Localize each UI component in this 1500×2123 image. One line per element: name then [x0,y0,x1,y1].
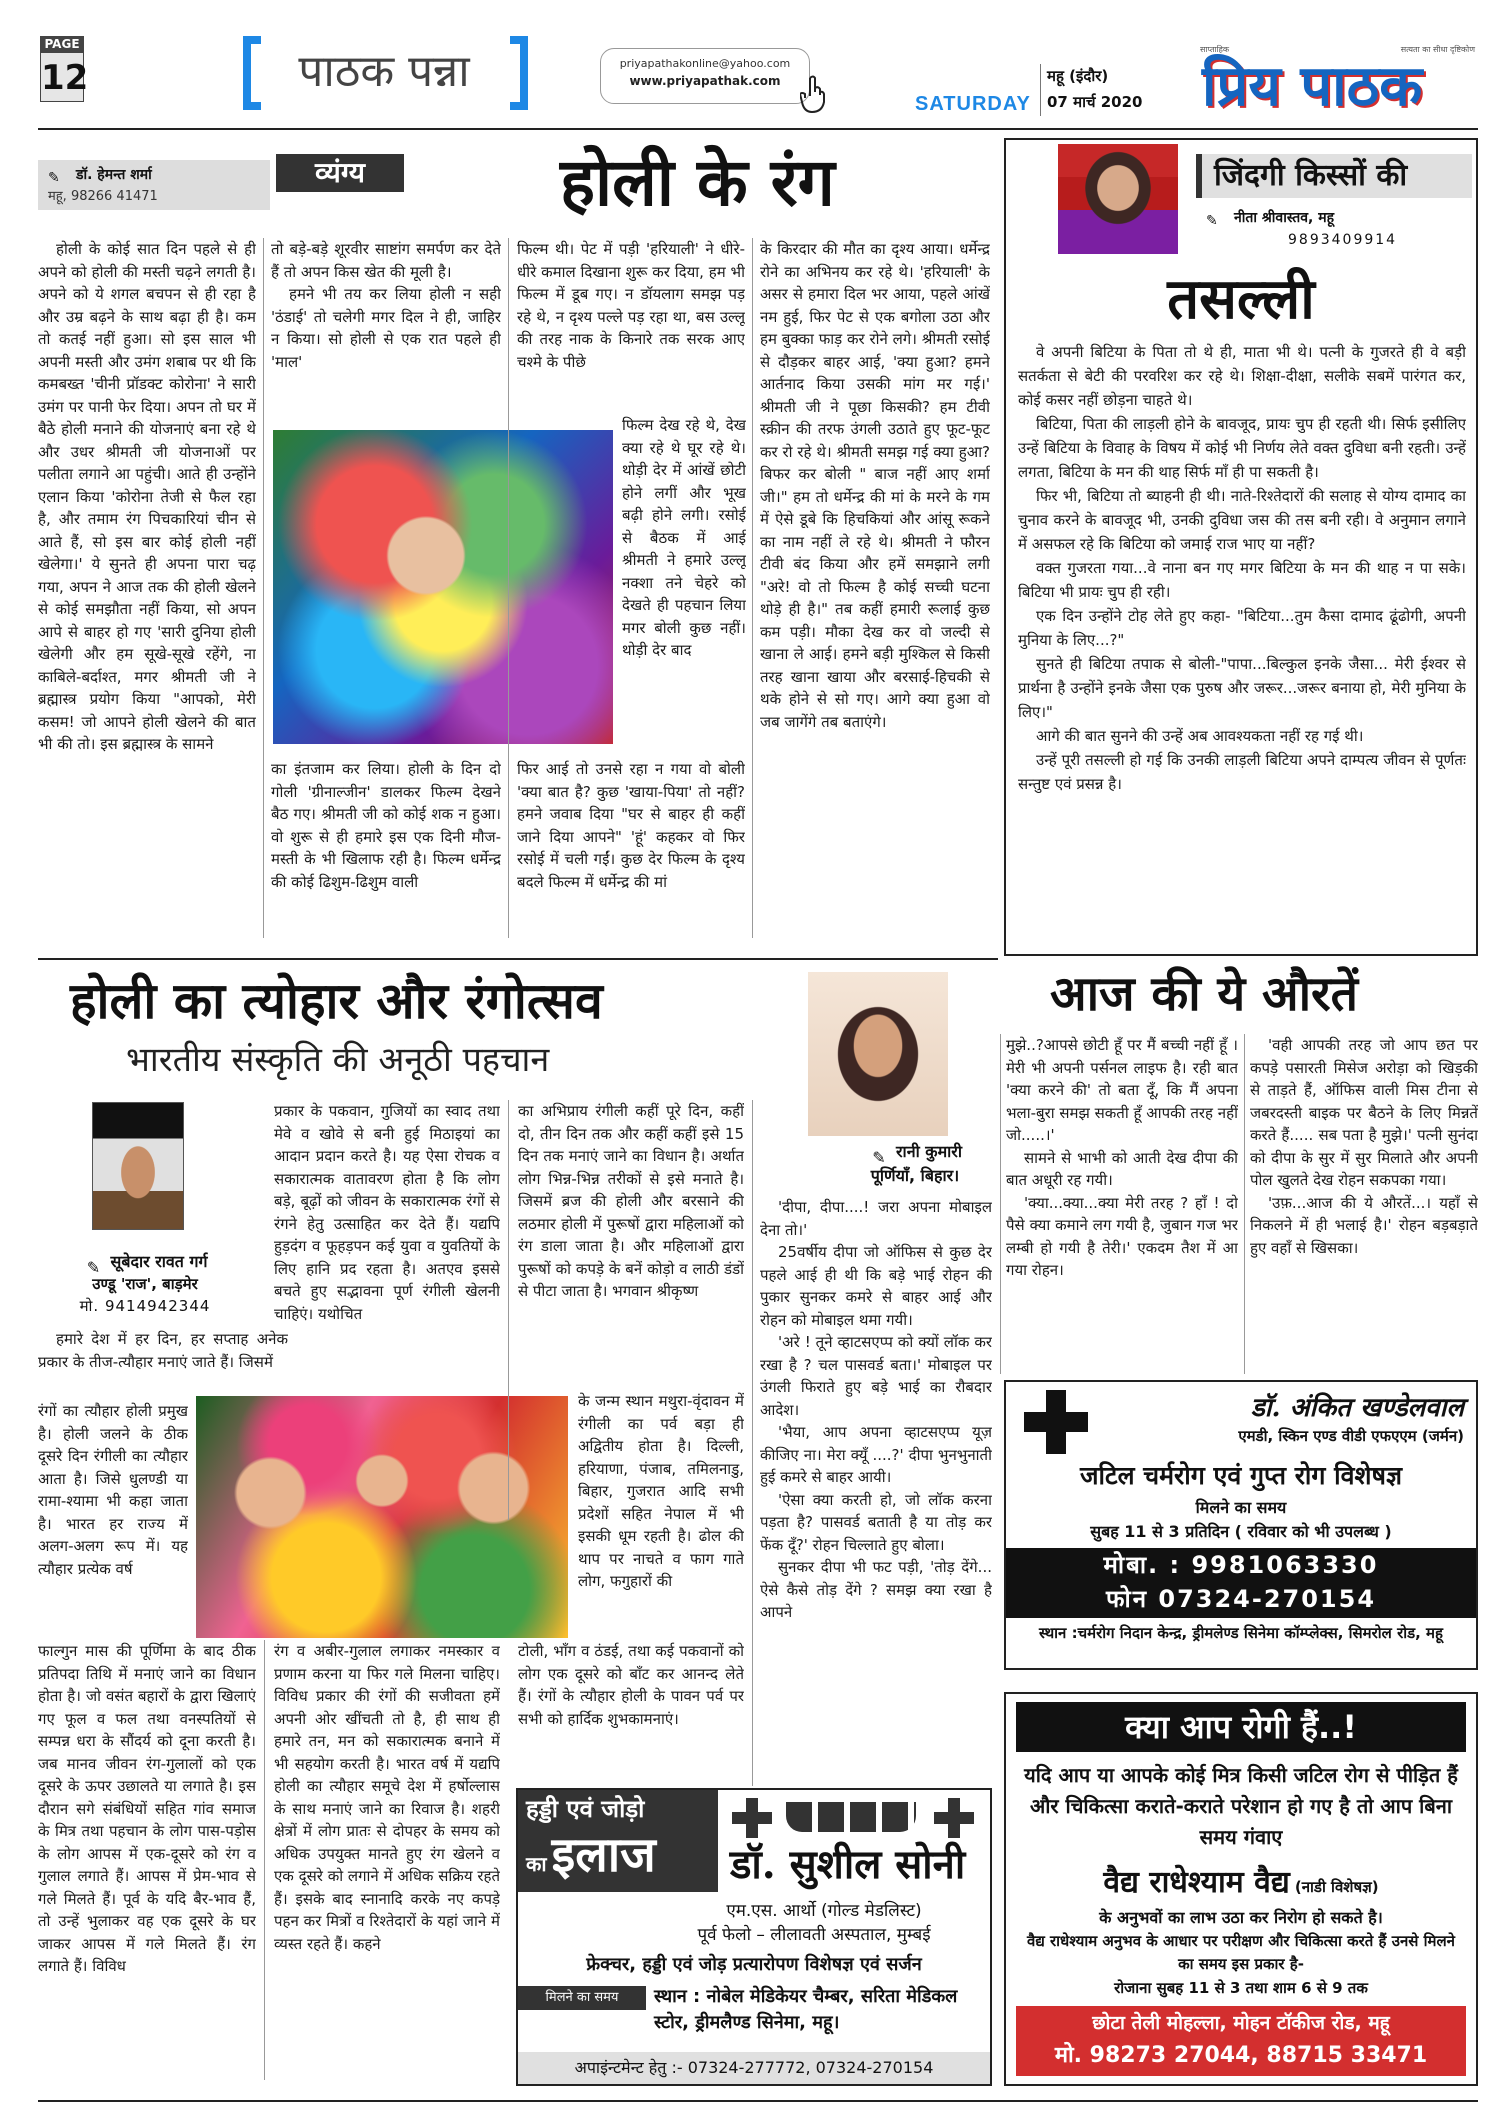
col-divider [1000,1034,1001,1374]
author-phone: मो. 9414942344 [79,1297,211,1315]
headline: होली का त्योहार और रंगोत्सव [70,971,603,1030]
paragraph: बिटिया, पिता की लाड़ली होने के बावजूद, प्रायः चुप ही रहती थी। सिर्फ इसीलिए उन्हें बिटिया के विवाह के विषय में कोई भी निर्णय लेते वक्त दुविधा बनी रहती। उन्हें लगता, बिटिया के मन की थाह सिर्फ माँ ही पा सकती है। [1018,415,1466,481]
paper-logo [1200,36,1475,124]
section-rule [38,958,998,960]
article3-col3b [578,1390,744,1636]
vaidya-ad [1004,1692,1478,2086]
dermatology-ad [1004,1380,1478,1670]
headline: आज की ये औरतें [1050,966,1359,1022]
body-text: मुझे..?आपसे छोटी हूँ पर मैं बच्ची नहीं हूँ । मेरी भी अपनी पर्सनल लाइफ है। रही बात 'क्या करने की' तो बता दूँ, कि मैं अपना भला-बुरा समझ सकती हूँ आपकी तरह नहीं जो.....।' [1006,1036,1238,1144]
byline-box [38,160,270,210]
timing: सुबह 11 से 3 प्रतिदिन ( रविवार को भी उपलब्ध ) [1090,1522,1392,1541]
bracket-right-icon [510,36,528,110]
body-text: 'भैया, आप अपना व्हाटसएप्प यूज़ कीजिए ना। मेरा क्यूँ ....?' दीपा भुनभुनाती हुई कमरे से बाहर आयी। [760,1423,992,1486]
medical-cross-icon [930,1798,980,1838]
column-title-bar [1196,154,1472,198]
body-text: टोली, भाँग व ठंडई, तथा कई पकवानों को लोग एक दूसरे को बाँट कर आनन्द लेते हैं। रंगों के त्यौहार होली के पावन पर्व पर सभी को हार्दिक शुभकामनाएं। [518,1642,744,1728]
article1-col2a [271,238,501,414]
doctor-degree: एमडी, स्किन एण्ड वीडी एफएएम (जर्मन) [1238,1427,1464,1445]
body-text: फिल्म देख रहे थे, देख क्या रहे थे घूर रहे थे। थोड़ी देर में आंखें छोटी होने लगीं और भूख बढ़ी होने लगी। रसोई से बैठक में आई श्रीमती ने हमारे उल्लू नक्शा तने चेहरे को देखते ही पहचान लिया मगर बोली कुछ नहीं। थोड़ी देर बाद [622,416,746,659]
column-title: जिंदगी किस्सों की [1214,158,1408,193]
website[interactable]: www.priyapathak.com [629,74,781,88]
story-box [1004,138,1478,956]
body-text: रंगों का त्यौहार होली प्रमुख है। होली जलने के ठीक दूसरे दिन रंगीली का त्यौहार आता है। जिसे धुलण्डी या रामा-श्यामा भी कहा जाता है। भारत हर राज्य में अलग-अलग रूप में। यह त्यौहार प्रत्येक वर्ष [38,1402,188,1578]
author-block [40,1250,250,1316]
ad-timing: रोजाना सुबह 11 से 3 तथा शाम 6 से 9 तक [1114,1979,1368,1997]
vaidya-name: वैद्य राधेश्याम वैद्य [1103,1865,1290,1900]
genre-tag: व्यंग्य [276,154,404,192]
paragraph: आगे की बात सुनने की उन्हें अब आवश्यकता नहीं रह गई थी। [1036,727,1364,745]
paper-name: प्रिय पाठक [1202,53,1423,119]
body-text: 25वर्षीय दीपा जो ऑफिस से कुछ देर पहले आई ही थी कि बड़े भाई रोहन की पुकार सुनकर कमरे से बाहर आई और रोहन को मोबाइल थमा गयी। [760,1243,992,1329]
col-divider [263,238,264,938]
ad-benefit: के अनुभवों का लाभ उठा कर निरोग हो सकते है। [1099,1908,1383,1927]
article1-col1 [38,238,256,938]
paragraph: उन्हें पूरी तसल्ली हो गई कि उनकी लाड़ली बिटिया अपने दाम्पत्य जीवन से पूर्णतः सन्तुष्ट एवं प्रसन्न है। [1018,751,1466,793]
body-text: 'वही आपकी तरह जो आप छत पर कपड़े पसारती मिसेज अरोड़ा को खिड़की से ताड़ते हैं, ऑफिस वाली मिस टीना से जबरदस्ती बाइक पर बैठने के लिए मिन्नतें करते हैं..... सब पता है मुझे।' पत्नी सुनंदा को दीपा के सुर में सुर मिलाते और अपनी पोल खुलते देख रोहन सकपका गया। [1250,1036,1478,1189]
ad-title-top: हड्डी एवं जोड़ो [526,1795,645,1823]
article3-col2a [274,1100,500,1390]
paragraph: फिर भी, बिटिया तो ब्याहनी ही थी। नाते-रिश्तेदारों की सलाह से योग्य दामाद का चुनाव करने के बावजूद भी, उनकी दुविधा जस की तस बनी रही। वे अनुमान लगाने में असफल रहे कि बिटिया को जमाई राज भाए या नहीं? [1018,487,1466,553]
article1-col3b [622,414,746,758]
clinic-address: स्थान :चर्मरोग निदान केन्द्र, ड्रीमलेण्ड सिनेमा कॉम्प्लेक्स, सिमरोल रोड, महू [1039,1624,1443,1642]
story-body [1018,340,1466,950]
paper-tag-left: साप्ताहिक [1200,45,1230,54]
body-text: 'उफ़...आज की ये औरतें...। यहाँ से निकलने में ही भलाई है।' रोहन बड़बड़ाते हुए वहाँ से खिसका। [1250,1193,1478,1257]
article1-col3c [517,758,745,938]
phone-number[interactable]: फोन 07324-270154 [1105,1585,1377,1613]
col-divider [1244,1034,1245,1374]
masthead-divider [1040,64,1041,116]
article3-col1b [38,1400,188,1636]
contact-band [1016,2006,1466,2076]
ad-title-main: इलाज [551,1827,656,1883]
paragraph: एक दिन उन्होंने टोह लेते हुए कहा- "बिटिया...तुम कैसा दामाद ढूंढोगी, अपनी मुनिया के लिए...?" [1018,607,1466,649]
paper-tag-right: सत्यता का सीधा दृष्टिकोण [1400,45,1475,54]
col-divider [508,238,509,938]
page-label: PAGE [40,36,84,52]
mobile-number[interactable]: मोबा. : 9981063330 [1103,1551,1379,1579]
author-place: उण्डू 'राज', बाड़मेर [92,1275,198,1293]
body-text: 'क्या...क्या...क्या मेरी तरह ? हाँ ! दो पैसे क्या कमाने लग गयी है, जुबान गज भर लम्बी हो गयी है तेरी।' एकदम तैश में आ गया रोहन। [1006,1193,1238,1279]
body-text: फाल्गुन मास की पूर्णिमा के बाद ठीक प्रतिपदा तिथि में मनाएं जाने का विधान होता है। जो वसंत बहारों के द्वारा खिलाएं गए फूल व फल तथा वनस्पतियों से सम्पन्न धरा के सौंदर्य को दूना करती है। जब मानव जीवन रंग-गुलालों को एक दूसरे के ऊपर उछालते या लगाते है। इस दौरान सगे संबंधियों सहित गांव समाज के मित्र तथा पहचान के लोग पास-पड़ोस के लोग आपस में एक-दूसरे को रंग व गुलाल लगाते हैं। आपस में प्रेम-भाव से गले मिलते हैं। पूर्व के यदि बैर-भाव हैं, तो उन्हें भुलाकर वह एक दूसरे के घर जाकर आपस में गले मिलते हैं। रंग लगाते हैं। विविध [38,1642,256,1975]
body-text: के जन्म स्थान मथुरा-वृंदावन में रंगीली का पर्व बड़ा ही अद्वितीय होता है। दिल्ली, हरियाणा, पंजाब, तमिलनाडु, बिहार, गुजरात आदि सभी प्रदेशों सहित नेपाल में भी इसकी धूम रहती है। ढोल की थाप पर नाचते व फाग गाते लोग, फगुहारों की [578,1392,744,1590]
section-title: पाठक पन्ना [298,46,470,97]
orthopedic-ad [516,1788,992,2086]
author-name: सूबेदार रावत गर्ग [110,1252,208,1271]
body-text: तो बड़े-बड़े शूरवीर साष्टांग समर्पण कर देते हैं तो अपन किस खेत की मूली है। [271,240,501,281]
timing-label: मिलने का समय [518,1986,646,2010]
body-text: के किरदार की मौत का दृश्य आया। धर्मेन्द्र रोने का अभिनय कर रहे थे। 'हरियाली' के असर से हमारा दिल भर आया, पहले आंखें नम हुई, फिर पेट से एक बगोला उठा और हम बुक्का फाड़ कर रोने लगे। श्रीमती रसोई से दौड़कर बाहर आई, 'क्या हुआ? हमने आर्तनाद किया उसकी मांग मर गई।' श्रीमती जी ने पूछा किसकी? हम टीवी स्क्रीन की तरफ उंगली उठाते हुए फूट-फूट कर रो रहे थे। श्रीमती समझ गई क्या हुआ? बिफर कर बोली " बाज नहीं आए शर्मा जी।" हम तो धर्मेन्द्र की मां के मरने के गम में ऐसे डूबे कि हिचकियां और आंसू रूकने का नाम नहीं ले रहे थे। श्रीमती ने फौरन टीवी बंद किया और हमें समझाने लगी "अरे! वो तो फिल्म है कोई सच्ची घटना थोड़े ही है।" तब कहीं हमारी रूलाई कुछ कम पड़ी। मौका देख कर वो जल्दी से खाना ले आई। हमने बड़ी मुश्किल से किसी तरह खाना खाया और बरसाई-हिचकी से थके होने से सो गए। आगे क्या हुआ वो जब जागेंगे तब बताएंगे। [760,240,990,731]
article3-col2b [274,1640,500,2080]
doctor-speciality: फ्रेक्चर, हड्डी एवं जोड़ प्रत्यारोपण विशेषज्ञ एवं सर्जन [586,1954,922,1975]
paragraph: वक्त गुजरता गया...वे नाना बन गए मगर बिटिया के मन की थाह न पा सके। बिटिया भी प्रायः चुप ही रही। [1018,559,1466,601]
doctor-degree: एम.एस. आर्थो (गोल्ड मेडलिस्ट) [726,1901,922,1921]
body-text: का अभिप्राय रंगीली कहीं पूरे दिन, कहीं दो, तीन दिन तक और कहीं कहीं इसे 15 दिन तक मनाएं जाने का विधान है। अर्थात लोग भिन्न-भिन्न तरीकों से इसे मनाते है। जिसमें ब्रज की होली और बरसाने की लठमार होली में पुरूषों द्वारा महिलाओं को रंग डाला जाता है। और महिलाओं द्वारा पुरूषों को कपड़े के बनें कोड़ो व लाठी डंडों से पीटा जाता है। भगवान श्रीकृष्ण [518,1102,744,1300]
holi-girl-photo [273,430,613,744]
contact-band [1006,1548,1476,1618]
article4-col1 [760,1196,992,1782]
ad-title-ka: का [526,1852,547,1876]
medical-cross-icon [1024,1390,1088,1454]
vaidya-title: (नाडी विशेषज्ञ) [1294,1878,1379,1896]
body-text: 'अरे ! तूने व्हाटसएप्प को क्यों लॉक कर रखा है ? चल पासवर्ड बता।' मोबाइल पर उंगली फिराते हुए बड़े भाई का रौबदार आदेश। [760,1333,992,1419]
body-text: फिर आई तो उनसे रहा न गया वो बोली 'क्या बात है? कुछ 'खाया-पिया' तो नहीं? हमने जवाब दिया "घर से बाहर ही कहीं जाने दिया आपने" 'हूं' कहकर वो फिर रसोई में चली गईं। कुछ देर फिल्म के दृश्य बदले फिल्म में धर्मेन्द्र की मां [517,760,745,891]
ad-title-block [518,1790,718,1892]
doctor-fellow: पूर्व फेलो – लीलावती अस्पताल, मुम्बई [697,1925,931,1945]
pen-icon: ✎ [86,1257,101,1277]
author-name: रानी कुमारी [896,1142,962,1161]
pen-icon: ✎ [872,1147,886,1167]
body-text: हमने भी तय कर लिया होली न सही 'ठंडाई' तो चलेगी मगर दिल ने ही, जाहिर न किया। सो होली से एक रात पहले ही 'माल' [271,285,501,371]
section-banner [243,36,528,110]
article1-col3a [517,238,745,414]
author-photo [1058,144,1178,254]
city-label: महू (इंदौर) [1047,67,1109,85]
body-text: 'दीपा, दीपा....! जरा अपना मोबाइल देना तो।' [760,1198,992,1239]
masthead-rule [38,128,1478,130]
article1-col2c [271,758,501,938]
col-divider [508,1100,509,1520]
footer-rule [38,2100,1478,2102]
article4-col2 [1006,1034,1238,1374]
ad-detail: वैद्य राधेश्याम अनुभव के आधार पर परीक्षण और चिकित्सा करते हैं उनसे मिलने का समय इस प्रकार है- [1026,1932,1455,1973]
page-number: 12 [40,52,84,102]
paragraph: वे अपनी बिटिया के पिता तो थे ही, माता भी थे। पत्नी के गुजरते ही वे बड़ी सतर्कता से बेटी की परवरिश कर रहे थे। शिक्षा-दीक्षा, सलीके सबमें पारंगत कर, कोई कसर नहीं छोड़ना चाहते थे। [1018,343,1466,409]
article3-col3c [518,1640,744,1776]
pen-icon: ✎ [1206,213,1218,229]
body-text: 'ऐसा क्या करती हो, जो लॉक करना पड़ता है? पासवर्ड बताती है या तोड़ कर फेंक दूँ?' रोहन चिल्लाते हुए बोला। [760,1490,992,1554]
author-photo [92,1102,184,1230]
timing-label: मिलने का समय [1195,1498,1287,1517]
clinic-place: स्थान : नोबेल मेडिकेयर चैम्बर, सरिता मेडिकल स्टोर, ड्रीमलैण्ड सिनेमा, महू। [654,1986,958,2033]
decor-dots-icon [786,1802,916,1832]
subheadline: भारतीय संस्कृति की अनूठी पहचान [126,1040,550,1080]
ad-mobile[interactable]: मो. 98273 27044, 88715 33471 [1054,2043,1428,2068]
doctor-speciality: जटिल चर्मरोग एवं गुप्त रोग विशेषज्ञ [1079,1461,1403,1490]
paragraph: सुनते ही बिटिया तपाक से बोली-"पापा...बिल्कुल इनके जैसा... मेरी ईश्वर से प्रार्थना है उन्होंने इनके जैसा एक पुरुष और जरूर...जरूर बनाया हो, मेरी मुनिया के लिए।" [1018,655,1466,721]
author-place: पूर्णियाँ, बिहार। [870,1166,960,1185]
doctor-name: डॉ. अंकित खण्डेलवाल [1250,1393,1464,1423]
author-block [810,1140,1020,1186]
medical-cross-icon [728,1798,778,1838]
article3-col1a [38,1328,288,1400]
article3-col3a [518,1100,744,1390]
body-text: रंग व अबीर-गुलाल लगाकर नमस्कार व प्रणाम करना या फिर गले मिलना चाहिए। विविध प्रकार की रंगों की सजीवता हमें अपनी ओर खींचती तो है, ही साथ ही हमारे तन, मन को सकारात्मक बनाने में भी सहयोग करती है। भारत वर्ष में यद्यपि होली का त्यौहार समूचे देश में हर्षोल्लास के साथ मनाएं जाने का रिवाज है। शहरी क्षेत्रों में लोग प्रातः से दोपहर के समय को अधिक उपयुक्त मानते हुए रंग खेलने व एक दूसरे को लगाने में अधिक सक्रिय रहते हैं। इसके बाद स्नानादि करके नए कपड़े पहन कर मित्रों व रिश्तेदारों के यहां जाने में व्यस्त रहते हैं। कहने [274,1642,500,1953]
body-text: सुनकर दीपा भी फट पड़ी, 'तोड़ देंगे... ऐसे कैसे तोड़ देंगे ? समझ क्या रखा है आपने [760,1558,992,1621]
date-label: 07 मार्च 2020 [1047,93,1143,111]
body-text: का इंतजाम कर लिया। होली के दिन दो गोली 'ग्रीनाल्जीन' डालकर फिल्म देखने बैठ गए। श्रीमती जी को कोई शक न हुआ। वो शुरू से ही हमारे इस एक दिनी मौज-मस्ती के भी खिलाफ रही है। फिल्म धर्मेन्द्र की कोई ढिशुम-ढिशुम वाली [271,760,501,891]
vaidya-name-line [1006,1860,1476,1901]
ad-address: छोटा तेली मोहल्ला, मोहन टॉकीज रोड, महू [1092,2012,1390,2034]
author-photo [808,972,948,1136]
author-place: महू, 98266 41471 [48,189,158,204]
col-divider [752,1100,753,1786]
doctor-name: डॉ. सुशील सोनी [730,1841,966,1888]
day-label: SATURDAY [915,93,1031,115]
bracket-left-icon [243,36,261,110]
appointment-phone: अपाइंन्टमेन्ट हेतु :- 07324-277772, 07324-270154 [518,2052,990,2084]
body-text: सामने से भाभी को आती देख दीपा की बात अधूरी रह गयी। [1006,1148,1238,1189]
pointer-hand-icon [800,74,830,114]
ad-intro: यदि आप या आपके कोई मित्र किसी जटिल रोग से पीड़ित हैं और चिकित्सा कराते-कराते परेशान हो गए है तो आप बिना समय गंवाए [1024,1763,1458,1849]
author-name: डॉ. हेमन्त शर्मा [76,167,152,183]
contact-panel [600,48,810,104]
headline: तसल्ली [1167,266,1315,332]
article3-col1c [38,1640,256,2080]
author-phone: 9893409914 [1288,232,1398,248]
holi-women-photo [196,1396,568,1638]
page-badge [40,36,89,118]
body-text: होली के कोई सात दिन पहले से ही अपने को होली की मस्ती चढ़ने लगती है। अपने को ये शगल बचपन से ही रहा है और उम्र बढ़ने के साथ बढ़ा ही है। कम तो कतई नहीं हुआ। सो इस साल भी अपनी मस्ती और उमंग शबाब पर थी कि कमबख्त 'चीनी प्रॉडक्ट कोरोना' ने सारी उमंग पर पानी फेर दिया। अपन तो घर में बैठे होली मनाने की योजनाएं बना रहे थे और उधर श्रीमती जी योजनाओं पर पलीता लगाने आ पहुंची। आते ही उन्होंने एलान किया 'कोरोना तेजी से फैल रहा है, और तमाम रंग पिचकारियां चीन से आते हैं, सो इस बार कोई होली नहीं खेलेगा।' ये सुनते ही अपना पारा चढ़ गया, अपन ने आज तक की होली खेलने से कोई समझौता नहीं किया, सो अपन आपे से बाहर हो गए 'सारी दुनिया होली खेलेगी और हम सूखे-सूखे रहेंगे, ना काबिले-बर्दाश्त, मगर श्रीमती जी ने ब्रह्मास्त्र प्रयोग किया "आपको, मेरी कसम! जो आपने होली खेलने की बात भी की तो। इस ब्रह्मास्त्र के सामने [38,240,256,753]
col-divider [264,1640,265,2080]
body-text: प्रकार के पकवान, गुजियों का स्वाद तथा मेवे व खोवे से बनी हुई मिठाइयां का आदान प्रदान करते है। यह ऐसा रोचक व सकारात्मक वातावरण होता है कि लोग बड़े, बूढ़ों को जीवन के सकारात्मक रंगों से रंगने हेतु उत्साहित कर देते हैं। यद्यपि हुड़दंग व फूहड़पन कई युवा व युवतियों के लिए हानि प्रद रहता है। अतएव इससे बचते हुए सद्भावना पूर्ण रंगीली खेलनी चाहिएं। यथोचित [274,1102,500,1323]
headline: होली के रंग [560,143,835,221]
author-name: नीता श्रीवास्तव, महू [1234,210,1335,226]
article1-col4 [760,238,990,938]
body-text: हमारे देश में हर दिन, हर सप्ताह अनेक प्रकार के तीज-त्यौहार मनाएं जाते हैं। जिसमें [38,1330,288,1371]
email[interactable]: priyapathakonline@yahoo.com [619,57,791,70]
col-divider [752,238,753,938]
ad-title: क्या आप रोगी हैं..! [1016,1702,1466,1752]
article4-col3 [1250,1034,1478,1374]
pen-icon: ✎ [48,170,60,186]
body-text: फिल्म थी। पेट में पड़ी 'हरियाली' ने धीरे-धीरे कमाल दिखाना शुरू कर दिया, हम भी फिल्म में डूब गए। न डॉयलाग समझ पड़ रहे थे, न दृश्य पल्ले पड़ रहा था, बस उल्लू की तरह नाक के किनारे तक सरक आए चश्मे के पीछे [517,240,745,371]
